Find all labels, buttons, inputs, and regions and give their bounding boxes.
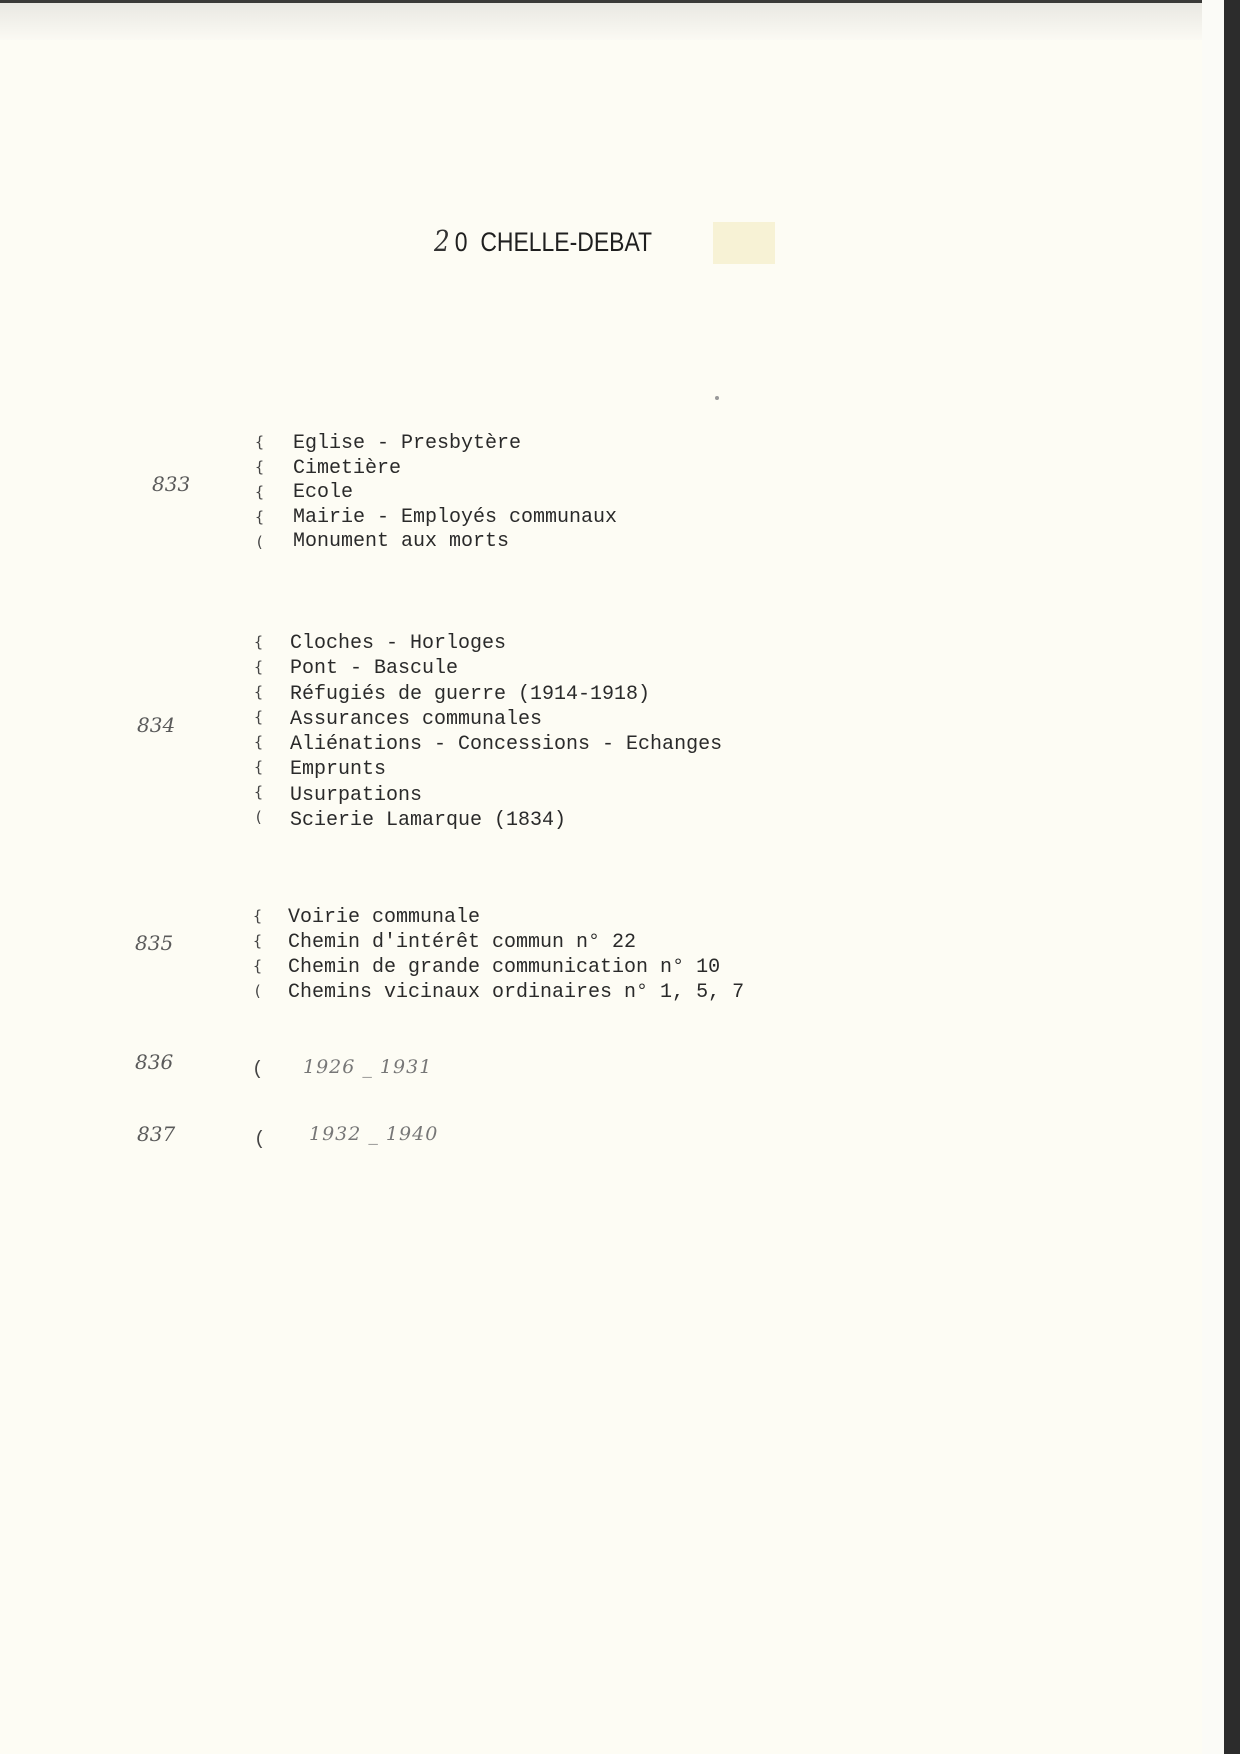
entry-number-834: 834 [137, 713, 176, 737]
entry-number-833: 833 [152, 472, 191, 496]
brace-834: { { { { { { { ( [254, 633, 264, 826]
speck [715, 396, 719, 400]
list-item: Chemins vicinaux ordinaires n° 1, 5, 7 [288, 981, 745, 1004]
list-item: Assurances communales [290, 707, 543, 731]
tape-mark [713, 222, 775, 264]
list-item: Usurpations [290, 783, 423, 807]
entry-list-835 [288, 905, 744, 1005]
title-number-handwritten: 2 [434, 224, 450, 258]
handwritten-dates-836: 1926 _ 1931 [303, 1056, 433, 1078]
list-item: Emprunts [290, 758, 387, 782]
entry-list-834 [290, 631, 722, 833]
brace-835: { { { ( [253, 907, 263, 1000]
list-item: Chemin de grande communication n° 10 [288, 956, 721, 979]
scan-top-shadow [0, 3, 1240, 41]
list-item: Réfugiés de guerre (1914-1918) [290, 682, 651, 706]
list-item: Cimetière [293, 456, 402, 480]
scan-right-edge [1224, 0, 1240, 1754]
list-item: Chemin d'intérêt commun n° 22 [288, 931, 637, 954]
list-item: Pont - Bascule [290, 657, 459, 681]
handwritten-dates-837: 1932 _ 1940 [309, 1123, 439, 1145]
paren-836: ( [252, 1058, 264, 1080]
entry-number-835: 835 [135, 931, 174, 955]
paren-837: ( [254, 1128, 266, 1150]
page-title [434, 224, 652, 258]
list-item: Scierie Lamarque (1834) [290, 809, 567, 833]
entry-list-833 [293, 432, 617, 555]
list-item: Aliénations - Concessions - Echanges [290, 733, 723, 757]
entry-number-836: 836 [135, 1050, 174, 1074]
list-item: Mairie - Employés communaux [293, 505, 618, 529]
list-item: Voirie communale [288, 906, 481, 929]
list-item: Cloches - Horloges [290, 632, 507, 655]
list-item: Monument aux morts [293, 530, 510, 553]
list-item: Ecole [293, 481, 354, 504]
list-item: Eglise - Presbytère [293, 432, 522, 455]
entry-number-837: 837 [137, 1122, 176, 1146]
scan-right-margin [1202, 0, 1224, 1754]
brace-833: { { { { ( [255, 433, 265, 551]
title-number-typed: 0 [454, 227, 468, 257]
title-text: CHELLE-DEBAT [480, 227, 653, 257]
paper-sheet [0, 40, 1205, 1754]
